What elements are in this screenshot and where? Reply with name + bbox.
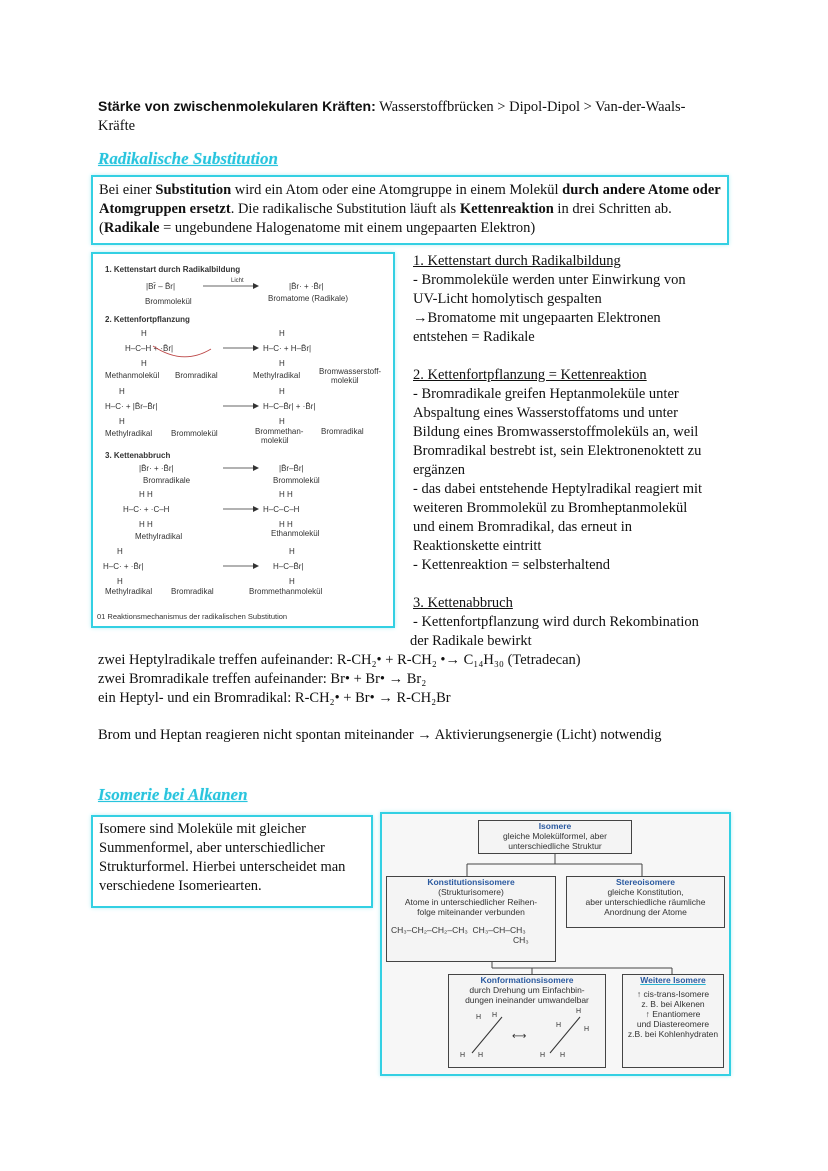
arrow-head-5	[253, 506, 259, 512]
weitere-line-4: und Diastereomere	[636, 1019, 710, 1029]
brommethan-h-top: H	[279, 387, 285, 396]
def-text-2: wird ein Atom oder eine Atomgruppe in einem Molekül	[231, 182, 563, 198]
arrow-head-6	[253, 563, 259, 569]
definition-box-isomere	[91, 815, 373, 908]
methyl2-row: H–C· + |B̄r–B̄r|	[105, 402, 158, 411]
ethane-row: H–C–C–H	[263, 505, 300, 514]
svg-text:H: H	[492, 1012, 498, 1019]
stereo-sub1: gleiche Konstitution,	[607, 887, 684, 897]
step3-line-a: - Kettenfortpflanzung wird durch Rekombination	[413, 614, 699, 630]
brommethan-label-2: molekül	[261, 436, 289, 445]
stereo-sub3: Anordnung der Atome	[604, 907, 687, 917]
svg-text:H: H	[460, 1052, 466, 1059]
step2-heading: 2. Kettenfortpflanzung = Kettenreaktion	[413, 367, 647, 383]
arrow-head-2	[253, 345, 259, 351]
def-bold-4: Radikale	[103, 220, 160, 236]
konstitution-box	[386, 876, 556, 962]
bullet-3: ein Heptyl- und ein Bromradikal: R-CH₂• + Br• → R-CH₂Br	[98, 690, 451, 706]
weitere-line-3: ↑ Enantiomere	[645, 1009, 701, 1019]
bromwasserstoff-label-2: molekül	[331, 376, 359, 385]
brommolekuel-label-3: Brommolekül	[273, 476, 320, 485]
weitere-title: Weitere Isomere	[640, 975, 706, 985]
step2-line-e: ergänzen	[413, 462, 466, 478]
final-brommethan-h-top: H	[289, 547, 295, 556]
def-bold-3: Kettenreaktion	[459, 201, 554, 217]
bromradikale-label: Bromradikale	[143, 476, 191, 485]
konf-title: Konformationsisomere	[480, 975, 574, 985]
bromwasserstoff-label: Bromwasserstoff-	[319, 367, 382, 376]
step3-heading: 3. Kettenabbruch	[413, 595, 513, 611]
weitere-line-2: z. B. bei Alkenen	[641, 999, 705, 1009]
final-methyl-h-top: H	[117, 547, 123, 556]
konst-formula-2: CH₃–CH–CH₃	[472, 925, 526, 935]
licht-label: Licht	[231, 278, 244, 284]
step2-line-a: - Bromradikale greifen Heptanmoleküle unter	[413, 386, 679, 402]
brommolekuel-label-2: Brommolekül	[171, 429, 218, 438]
isomere-top-sub2: unterschiedliche Struktur	[508, 841, 602, 851]
methylradikale-label: Methylradikal	[135, 532, 183, 541]
final-methyl-row: H–C· + ·B̄r|	[103, 562, 144, 571]
final-brommethan-h-bottom: H	[289, 577, 295, 586]
brommethan-h-bottom: H	[279, 417, 285, 426]
methyl2-h-bottom: H	[119, 417, 125, 426]
konf-sub2: dungen ineinander umwandelbar	[465, 995, 589, 1005]
isomere-top-title: Isomere	[538, 821, 572, 831]
def-text-5: = ungebundene Halogenatome mit einem ungepaarten Elektron)	[159, 220, 536, 236]
br-radicals-formula: |B̄r· + ·B̄r|	[289, 282, 324, 291]
isomere-top-box	[478, 820, 632, 854]
svg-text:⟷: ⟷	[512, 1031, 527, 1042]
step3-line-b: der Radikale bewirkt	[410, 633, 532, 649]
step2-line-h: und einem Bromradikal, das erneut in	[413, 519, 633, 535]
brommethan-row: H–C–B̄r| + ·B̄r|	[263, 402, 316, 411]
step1-label: 1. Kettenstart durch Radikalbildung	[105, 265, 241, 274]
final-brommethan-row: H–C–B̄r|	[273, 562, 304, 571]
stereo-title: Stereoisomere	[615, 877, 676, 887]
definition-box-substitution	[91, 175, 729, 245]
section-heading-radikalische-substitution: Radikalische Substitution	[98, 149, 278, 168]
methyl-h-top: H	[279, 329, 285, 338]
brommethan-label: Brommethan-	[255, 427, 304, 436]
intro-text-line1: Wasserstoffbrücken > Dipol-Dipol > Van-der-Waals-	[379, 99, 686, 115]
ethanmolekuel-label: Ethanmolekül	[271, 529, 320, 538]
svg-text:H: H	[476, 1014, 482, 1021]
def-text-4: in drei Schritten ab. (	[99, 201, 672, 236]
isomere-top-sub1: gleiche Molekülformel, aber	[503, 831, 607, 841]
intro-bold: Stärke von zwischenmolekularen Kräften:	[98, 98, 376, 114]
step2-line-b: Abspaltung eines Wasserstoffatoms und unter	[413, 405, 678, 421]
methyl-row: H–C· + H–B̄r|	[263, 344, 312, 353]
bromatome-label: Bromatome (Radikale)	[268, 294, 349, 303]
weitere-line-5: z.B. bei Kohlenhydraten	[627, 1029, 719, 1039]
isomere-definition-text: Isomere sind Moleküle mit gleicher Summenformel, aber unterschiedlicher Strukturformel. Hierbei unterscheidet man verschiedene Isomeriearten.	[99, 821, 346, 894]
step2-label-text: 2. Kettenfortpflanzung	[105, 315, 190, 324]
mechanism-svg	[93, 254, 393, 626]
step1-line-c	[413, 309, 743, 328]
isomer-diagram	[380, 812, 731, 1076]
methane-h-top: H	[141, 329, 147, 338]
step3-label: 3. Kettenabbruch	[105, 451, 171, 460]
step2-line-c: Bildung eines Bromwasserstoffmoleküls an, weil	[413, 424, 699, 440]
konst-formulas	[387, 925, 555, 935]
step2-line-i: Reaktionskette eintritt	[413, 538, 542, 554]
ethane-h-top: H H	[279, 490, 293, 499]
svg-text:H: H	[478, 1052, 484, 1059]
spacer	[413, 347, 743, 366]
intro-text-line2: Kräfte	[98, 118, 136, 134]
bromradikal-label-1: Bromradikal	[175, 371, 218, 380]
arrow-head-3	[253, 403, 259, 409]
bromradikal-label-3: Bromradikal	[171, 587, 214, 596]
methyl2-h-top: H	[119, 387, 125, 396]
def-bold-2: durch andere Atome oder Atomgruppen ersetzt	[99, 182, 721, 217]
methane-row: H–C–H + ·B̄r|	[125, 344, 174, 353]
intro-paragraph	[98, 97, 728, 136]
def-text-1: Bei einer	[99, 182, 156, 198]
termination-bullets	[98, 651, 778, 708]
step1-line-d: entstehen = Radikale	[413, 329, 535, 345]
reaction-mechanism-diagram	[91, 252, 395, 628]
step1-line-c-text: Bromatome mit ungepaarten Elektronen	[427, 310, 661, 326]
steps-column	[410, 252, 743, 651]
ethane-left-h2: H H	[139, 520, 153, 529]
conclusion-text: Brom und Heptan reagieren nicht spontan miteinander → Aktivierungsenergie (Licht) notwendig	[98, 727, 662, 743]
step2-line-f: - das dabei entstehende Heptylradikal reagiert mit	[413, 481, 703, 497]
svg-text:H: H	[540, 1052, 546, 1059]
br2-formula: |Br̄ – B̄r|	[146, 282, 176, 291]
final-methyl-h-bottom: H	[117, 577, 123, 586]
methylradikal-label-2: Methylradikal	[105, 429, 153, 438]
diagram-caption: 01 Reaktionsmechanismus der radikalischen Substitution	[97, 612, 288, 621]
weitere-line-1: ↑ cis-trans-Isomere	[636, 989, 710, 999]
bullet-1: zwei Heptylradikale treffen aufeinander: R-CH₂• + R-CH₂ •→ C₁₄H₃₀ (Tetradecan)	[98, 652, 581, 668]
arrow-icon	[413, 310, 428, 326]
ethane-left-row: H–C· + ·C–H	[123, 505, 170, 514]
konst-sub3: folge miteinander verbunden	[417, 907, 525, 917]
def-bold-1: Substitution	[155, 182, 232, 198]
methylradikal-label-3: Methylradikal	[105, 587, 153, 596]
ethane-left-h: H H	[139, 490, 153, 499]
konf-sub1: durch Drehung um Einfachbin-	[469, 985, 585, 995]
stereo-box	[566, 876, 725, 928]
svg-text:H: H	[576, 1008, 582, 1015]
step1-heading: 1. Kettenstart durch Radikalbildung	[413, 253, 621, 269]
arrow-head	[253, 283, 259, 289]
ethane-h-bottom: H H	[279, 520, 293, 529]
brommethanmolekuel-label: Brommethanmolekül	[249, 587, 323, 596]
svg-text:H: H	[560, 1052, 566, 1059]
step1-line-b: UV-Licht homolytisch gespalten	[413, 291, 602, 307]
step2-line-d: Bromradikal bestrebt ist, sein Elektronenoktett zu	[413, 443, 702, 459]
bromradikal-label-2: Bromradikal	[321, 427, 364, 436]
methane-h-bottom: H	[141, 359, 147, 368]
konst-formula-1: CH₃–CH₂–CH₂–CH₃	[391, 925, 468, 935]
br2-row: |B̄r–B̄r|	[279, 464, 304, 473]
svg-text:H: H	[556, 1022, 562, 1029]
konformation-box	[448, 974, 606, 1068]
konst-title: Konstitutionsisomere	[427, 877, 515, 887]
methylradikal-label-1: Methylradikal	[253, 371, 301, 380]
step2-line-g: weiteren Brommolekül zu Bromheptanmolekül	[413, 500, 688, 516]
spacer	[413, 575, 743, 594]
methyl-h-bottom: H	[279, 359, 285, 368]
konst-sub2: Atome in unterschiedlicher Reihen-	[404, 897, 538, 907]
def-text-3: . Die radikalische Substitution läuft als	[230, 201, 460, 217]
step2-line-j: - Kettenreaktion = selbsterhaltend	[413, 557, 611, 573]
methanmolekuel-label: Methanmolekül	[105, 371, 160, 380]
step1-line-a: - Brommoleküle werden unter Einwirkung von	[413, 272, 686, 288]
section-heading-isomerie: Isomerie bei Alkanen	[98, 785, 248, 804]
stereo-sub2: aber unterschiedliche räumliche	[585, 897, 706, 907]
br-radicals-row: |B̄r· + ·B̄r|	[139, 464, 174, 473]
brommolekuel-label: Brommolekül	[145, 297, 192, 306]
conclusion	[98, 726, 778, 745]
bullet-2: zwei Bromradikale treffen aufeinander: Br• + Br• → Br₂	[98, 671, 427, 687]
svg-text:H: H	[584, 1026, 590, 1033]
weitere-box	[622, 974, 724, 1068]
conformation-drawing	[452, 1005, 602, 1061]
konst-sub1: (Strukturisomere)	[438, 887, 504, 897]
arrow-head-4	[253, 465, 259, 471]
konst-formula-3: CH₃	[513, 935, 529, 945]
